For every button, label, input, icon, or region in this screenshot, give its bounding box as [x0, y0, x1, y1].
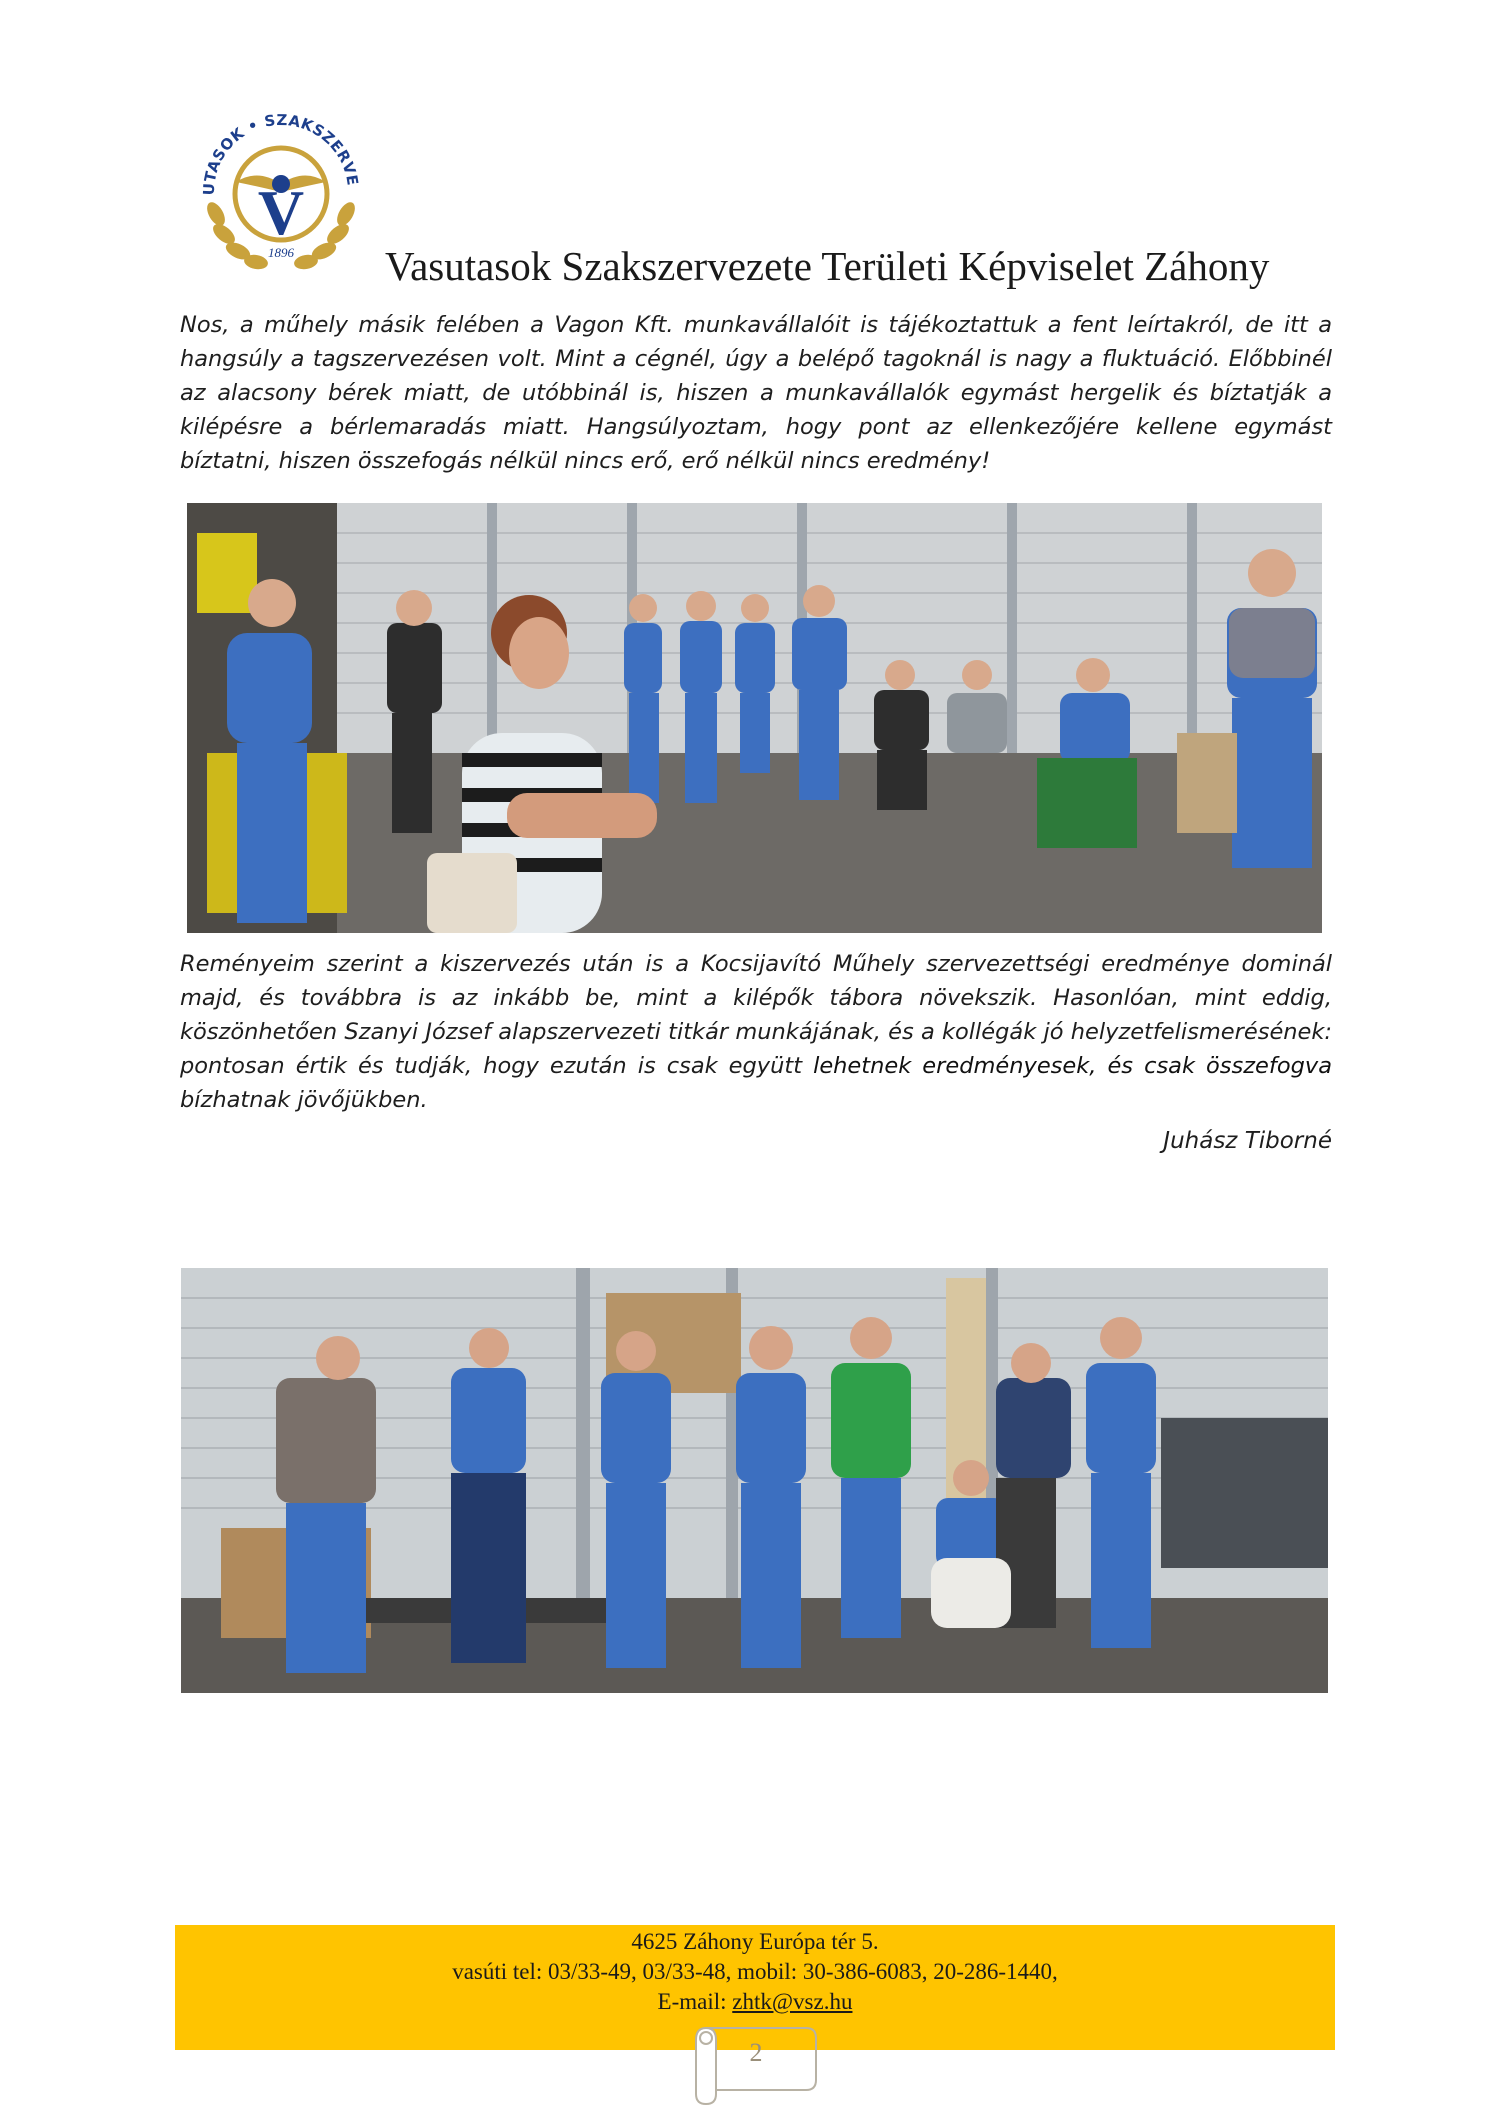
footer-email-label: E-mail: — [657, 1989, 733, 2014]
paragraph-2-emphasis: lehetnek eredményesek, és csak összefogva — [813, 1053, 1332, 1079]
svg-text:V: V — [257, 177, 305, 248]
footer-phones: vasúti tel: 03/33-49, 03/33-48, mobil: 30-386-6083, 20-286-1440, — [452, 1959, 1058, 1984]
paragraph-2-start: Reményeim szerint a kiszervezés után is a Kocsijavító Műhely szervezettségi eredménye dominál majd, és továbbra is az inkább be, mint a kilépők tábora növekszik. Hasonlóan, mint eddig, köszönhetően Szanyi József alapszervezeti titkár munkájának, és a kollégák jó helyzetfelismerésének: pontosan értik és tudják, hogy ezután is csak együtt — [180, 951, 1332, 1079]
svg-text:1896: 1896 — [268, 245, 294, 260]
page-number: 2 — [749, 2038, 763, 2067]
article-paragraph-1: Nos, a műhely másik felében a Vagon Kft. munkavállalóit is tájékoztattuk a fent leírtakról, de itt a hangsúly a tagszervezésen volt. Mint a cégnél, úgy a belépő tagoknál is nagy a fluktuáció. Előbbinél az alacsony bérek miatt, de utóbbinál is, hiszen a munkavállalók egymást hergelik és bíztatják a kilépésre a bérlemaradás miatt. Hangsúlyoztam, hogy pont az ellenkezőjére kellene egymást bíztatni, hiszen összefogás nélkül nincs erő, erő nélkül nincs eredmény! — [180, 312, 1332, 474]
footer-email-line — [175, 1987, 1335, 2017]
footer-address: 4625 Záhony Európa tér 5. — [631, 1929, 879, 1954]
page-header-title: Vasutasok Szakszervezete Területi Képviselet Záhony — [385, 243, 1270, 289]
paragraph-2-end: bízhatnak jövőjükben. — [180, 1087, 428, 1113]
author-signature: Juhász Tiborné — [1163, 1128, 1332, 1154]
workshop-meeting-photo — [187, 503, 1322, 933]
svg-text:VASUTASOK • SZAKSZERVEZETE: UTASOK • SZAKSZERVE — [199, 110, 362, 196]
footer-email-link[interactable]: zhtk@vsz.hu — [732, 1989, 853, 2014]
article-paragraph-2 — [180, 947, 1332, 1117]
union-logo — [186, 94, 376, 284]
workers-group-photo — [181, 1268, 1328, 1693]
page-number-scroll — [688, 2020, 824, 2106]
